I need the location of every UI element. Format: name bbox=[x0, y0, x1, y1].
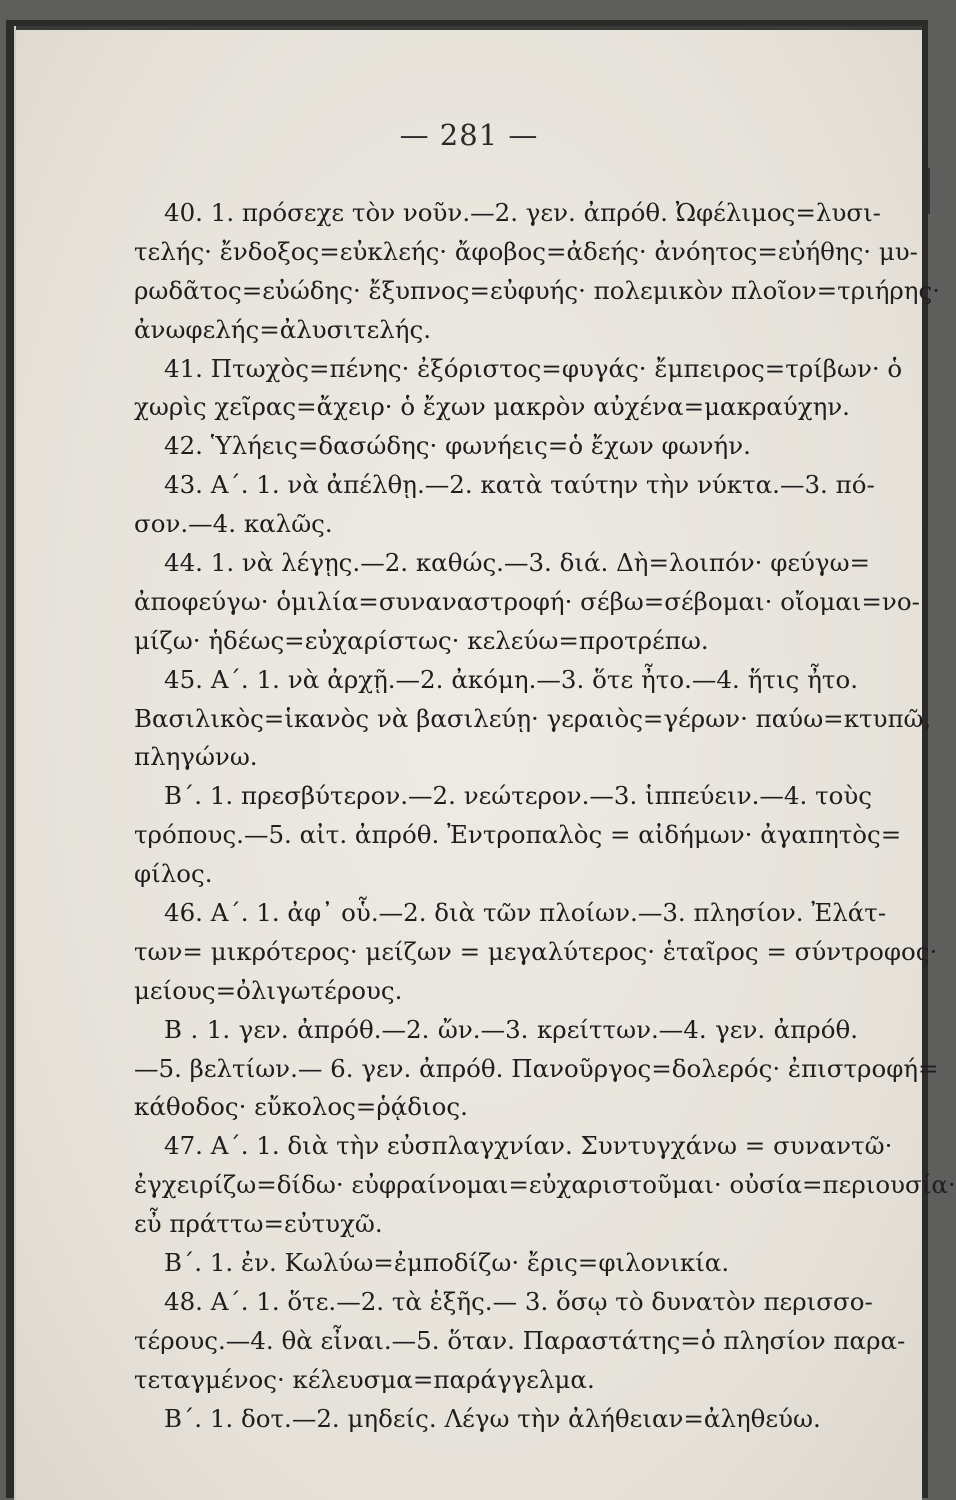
text-line: 47. Α΄. 1. διὰ τὴν εὐσπλαγχνίαν. Συντυγχάνω = συναντῶ· bbox=[164, 1131, 893, 1161]
text-line: ἐγχειρίζω=δίδω· εὐφραίνομαι=εὐχαριστοῦμαι· οὐσία=περιουσία· bbox=[134, 1170, 956, 1200]
text-line: μείους=ὀλιγωτέρους. bbox=[134, 975, 403, 1005]
text-line: σον.—4. καλῶς. bbox=[134, 509, 333, 539]
text-line: 46. Α΄. 1. ἀφ᾽ οὗ.—2. διὰ τῶν πλοίων.—3. πλησίον. Ἐλάτ- bbox=[164, 898, 887, 928]
text-line: εὖ πράττω=εὐτυχῶ. bbox=[134, 1209, 383, 1239]
text-line: —5. βελτίων.— 6. γεν. ἀπρόθ. Πανοῦργος=δολερός· ἐπιστροφή= bbox=[134, 1053, 939, 1083]
text-line: Β΄. 1. δοτ.—2. μηδείς. Λέγω τὴν ἀλήθειαν=ἀληθεύω. bbox=[164, 1403, 821, 1433]
text-line: φίλος. bbox=[134, 859, 213, 889]
text-line: τεταγμένος· κέλευσμα=παράγγελμα. bbox=[134, 1364, 595, 1394]
page-top-edge bbox=[16, 26, 922, 30]
text-line: Β΄. 1. ἐν. Κωλύω=ἐμποδίζω· ἔρις=φιλονικία. bbox=[164, 1248, 730, 1278]
page-text-body bbox=[134, 194, 956, 1439]
text-line: 44. 1. νὰ λέγῃς.—2. καθώς.—3. διά. Δὴ=λοιπόν· φεύγω= bbox=[164, 548, 871, 578]
text-line: 43. Α΄. 1. νὰ ἀπέλθῃ.—2. κατὰ ταύτην τὴν νύκτα.—3. πό- bbox=[164, 470, 875, 500]
text-line: κάθοδος· εὔκολος=ῥᾴδιος. bbox=[134, 1092, 468, 1122]
text-line: Β . 1. γεν. ἀπρόθ.—2. ὤν.—3. κρείττων.—4. γεν. ἀπρόθ. bbox=[164, 1014, 858, 1044]
book-page bbox=[14, 26, 956, 1500]
page-number: — 281 — bbox=[399, 118, 539, 152]
text-line: των= μικρότερος· μείζων = μεγαλύτερος· ἑταῖρος = σύντροφος· bbox=[134, 936, 938, 966]
text-line: 41. Πτωχὸς=πένης· ἐξόριστος=φυγάς· ἔμπειρος=τρίβων· ὁ bbox=[164, 353, 903, 383]
text-line: πληγώνω. bbox=[134, 742, 258, 772]
text-line: Β΄. 1. πρεσβύτερον.—2. νεώτερον.—3. ἱππεύειν.—4. τοὺς bbox=[164, 781, 872, 811]
text-line: 42. Ὑλήεις=δασώδης· φωνήεις=ὁ ἔχων φωνήν. bbox=[164, 431, 751, 461]
text-line: 45. Α΄. 1. νὰ ἀρχῇ.—2. ἀκόμη.—3. ὅτε ἦτο.—4. ἥτις ἦτο. bbox=[164, 664, 858, 694]
text-line: 40. 1. πρόσεχε τὸν νοῦν.—2. γεν. ἀπρόθ. Ὠφέλιμος=λυσι- bbox=[164, 198, 881, 227]
text-line: τρόπους.—5. αἰτ. ἀπρόθ. Ἐντροπαλὸς = αἰδήμων· ἀγαπητὸς= bbox=[134, 820, 902, 850]
margin-mark bbox=[928, 168, 930, 214]
text-line: τελής· ἔνδοξος=εὐκλεής· ἄφοβος=ἀδεής· ἀνόητος=εὐήθης· μυ- bbox=[134, 236, 918, 266]
text-line: Βασιλικὸς=ἱκανὸς νὰ βασιλεύῃ· γεραιὸς=γέρων· παύω=κτυπῶ, bbox=[134, 703, 932, 733]
text-line: τέρους.—4. θὰ εἶναι.—5. ὅταν. Παραστάτης=ὁ πλησίον παρα- bbox=[134, 1325, 906, 1355]
text-line: ἀνωφελής=ἀλυσιτελής. bbox=[134, 314, 431, 344]
text-line: ἀποφεύγω· ὁμιλία=συναναστροφή· σέβω=σέβομαι· οἴομαι=νο- bbox=[134, 586, 920, 616]
text-line: μίζω· ἡδέως=εὐχαρίστως· κελεύω=προτρέπω. bbox=[134, 625, 709, 655]
text-line: χωρὶς χεῖρας=ἄχειρ· ὁ ἔχων μακρὸν αὐχένα=μακραύχην. bbox=[134, 392, 850, 422]
text-line: 48. Α΄. 1. ὅτε.—2. τὰ ἑξῆς.— 3. ὅσῳ τὸ δυνατὸν περισσο- bbox=[164, 1286, 873, 1316]
text-line: ρωδᾶτος=εὐώδης· ἔξυπνος=εὐφυής· πολεμικὸν πλοῖον=τριήρης· bbox=[134, 275, 940, 305]
